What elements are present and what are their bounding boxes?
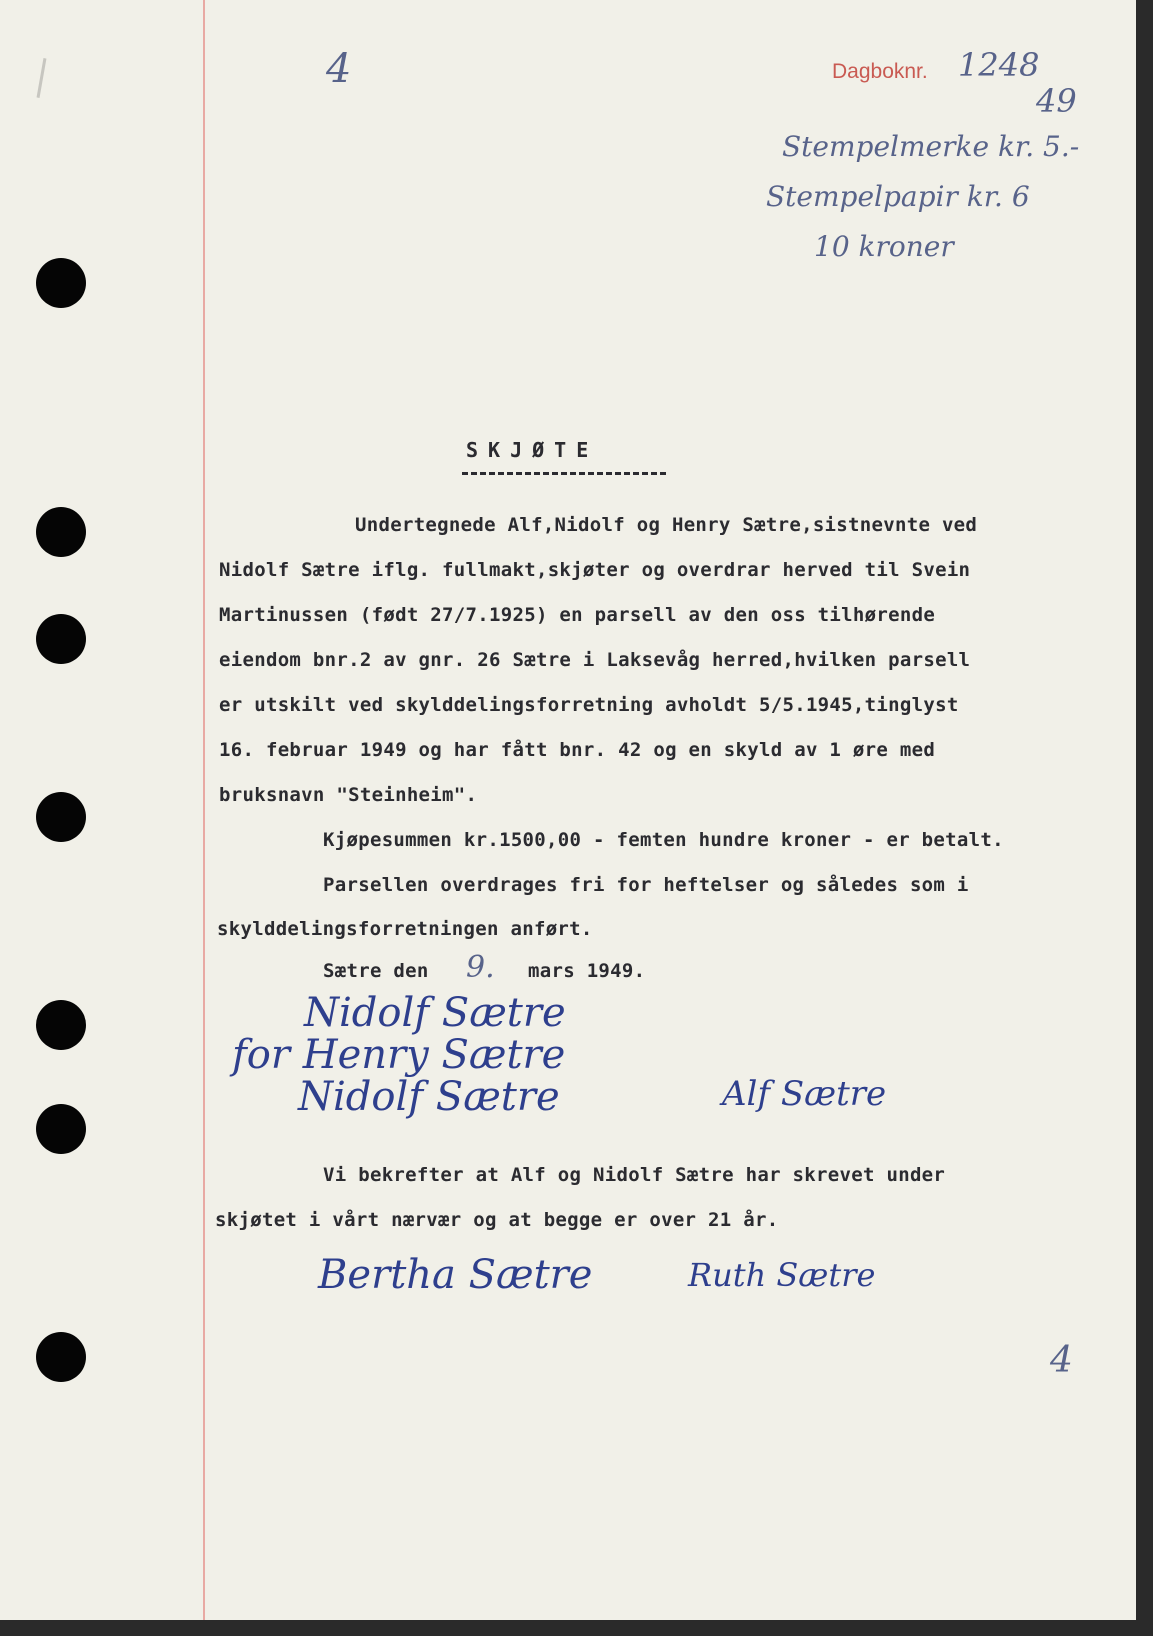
- margin-line: [203, 0, 205, 1620]
- transfer-line: skylddelingsforretningen anført.: [217, 918, 593, 940]
- fee-note: Stempelpapir kr. 6: [766, 180, 1030, 213]
- record-number: 1248: [958, 46, 1040, 84]
- fee-note: 10 kroner: [814, 230, 954, 263]
- pencil-mark: [37, 58, 47, 98]
- transfer-line: Parsellen overdrages fri for heftelser og således som i: [323, 874, 969, 896]
- punch-hole: [36, 614, 86, 664]
- folio-number: 4: [326, 46, 352, 92]
- page-mark: 4: [1050, 1340, 1073, 1381]
- date-suffix: mars 1949.: [528, 960, 646, 982]
- signature: for Henry Sætre: [232, 1032, 566, 1078]
- date-day: 9.: [466, 950, 495, 985]
- fee-note: Stempelmerke kr. 5.-: [782, 130, 1080, 163]
- document-title: SKJØTE: [466, 438, 599, 462]
- title-underline: [462, 472, 666, 475]
- punch-hole: [36, 258, 86, 308]
- punch-hole: [36, 1000, 86, 1050]
- signature: Nidolf Sætre: [298, 1074, 560, 1120]
- dagbok-label: Dagboknr.: [832, 60, 928, 83]
- signature: Alf Sætre: [722, 1074, 887, 1114]
- body-line: Martinussen (født 27/7.1925) en parsell av den oss tilhørende: [219, 604, 936, 626]
- punch-hole: [36, 792, 86, 842]
- body-line: bruksnavn "Steinheim".: [219, 784, 478, 806]
- record-year: 49: [1036, 82, 1077, 120]
- body-line: Nidolf Sætre iflg. fullmakt,skjøter og overdrar herved til Svein: [219, 559, 971, 581]
- body-line: er utskilt ved skylddelingsforretning avholdt 5/5.1945,tinglyst: [219, 694, 959, 716]
- punch-hole: [36, 1332, 86, 1382]
- witness-signature: Ruth Sætre: [688, 1256, 876, 1294]
- body-line: Undertegnede Alf,Nidolf og Henry Sætre,sistnevnte ved: [355, 514, 978, 536]
- body-line: 16. februar 1949 og har fått bnr. 42 og en skyld av 1 øre med: [219, 739, 936, 761]
- signature: Nidolf Sætre: [304, 990, 566, 1036]
- witness-signature: Bertha Sætre: [318, 1252, 593, 1298]
- body-line: eiendom bnr.2 av gnr. 26 Sætre i Laksevåg herred,hvilken parsell: [219, 649, 971, 671]
- witness-line: skjøtet i vårt nærvær og at begge er over 21 år.: [215, 1209, 779, 1231]
- price-line: Kjøpesummen kr.1500,00 - femten hundre kroner - er betalt.: [323, 829, 1004, 851]
- date-prefix: Sætre den: [323, 960, 429, 982]
- punch-hole: [36, 1104, 86, 1154]
- witness-line: Vi bekrefter at Alf og Nidolf Sætre har skrevet under: [323, 1164, 946, 1186]
- punch-hole: [36, 507, 86, 557]
